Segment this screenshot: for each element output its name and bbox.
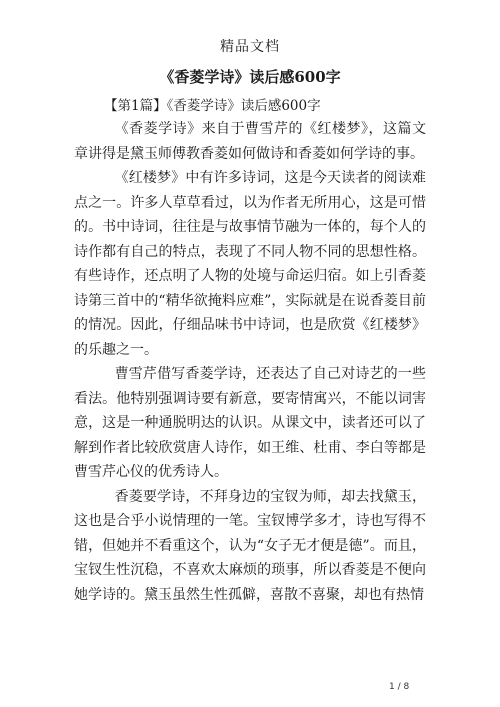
document-title: 《香菱学诗》读后感600字 [159, 68, 341, 86]
body-paragraph: 曹雪芹借写香菱学诗，还表达了自己对诗艺的一些看法。他特别强调诗要有新意，要寄情寓兴，不能以词害意，这是一种通脱明达的认识。从课文中，读者还可以了解到作者比较欣赏唐人诗作，如王维、杜甫、李白等都是曹雪芹心仪的优秀诗人。 [74, 366, 426, 480]
body-paragraph: 《红楼梦》中有许多诗词，这是今天读者的阅读难点之一。许多人草草看过，以为作者无所用心，这是可惜的。书中诗词，往往是与故事情节融为一体的，每个人的诗作都有自己的特点，表现了不同人物不同的思想性格。有些诗作，还点明了人物的处境与命运归宿。如上引香菱诗第三首中的“精华欲掩料应难”，实际就是在说香菱目前的情况。因此，仔细品味书中诗词，也是欣赏《红楼梦》的乐趣之一。 [74, 170, 426, 358]
page-header: 精品文档 [220, 39, 280, 55]
body-paragraph: 香菱要学诗，不拜身边的宝钗为师，却去找黛玉，这也是合乎小说情理的一笔。宝钗博学多才，诗也写得不错，但她并不看重这个，认为“女子无才便是德”。而且，宝钗生性沉稳，不喜欢太麻烦的琐事，所以香菱是不便向她学诗的。黛玉虽然生性孤僻，喜散不喜聚，却也有热情 [74, 488, 426, 603]
body-paragraph: 《香菱学诗》来自于曹雪芹的《红楼梦》，这篇文章讲得是黛玉师傅教香菱如何做诗和香菱如何学诗的事。 [74, 121, 426, 162]
page-number: 1 / 8 [389, 682, 410, 692]
document-body [74, 117, 426, 607]
section-heading: 【第1篇】《香菱学诗》读后感600字 [104, 98, 321, 114]
